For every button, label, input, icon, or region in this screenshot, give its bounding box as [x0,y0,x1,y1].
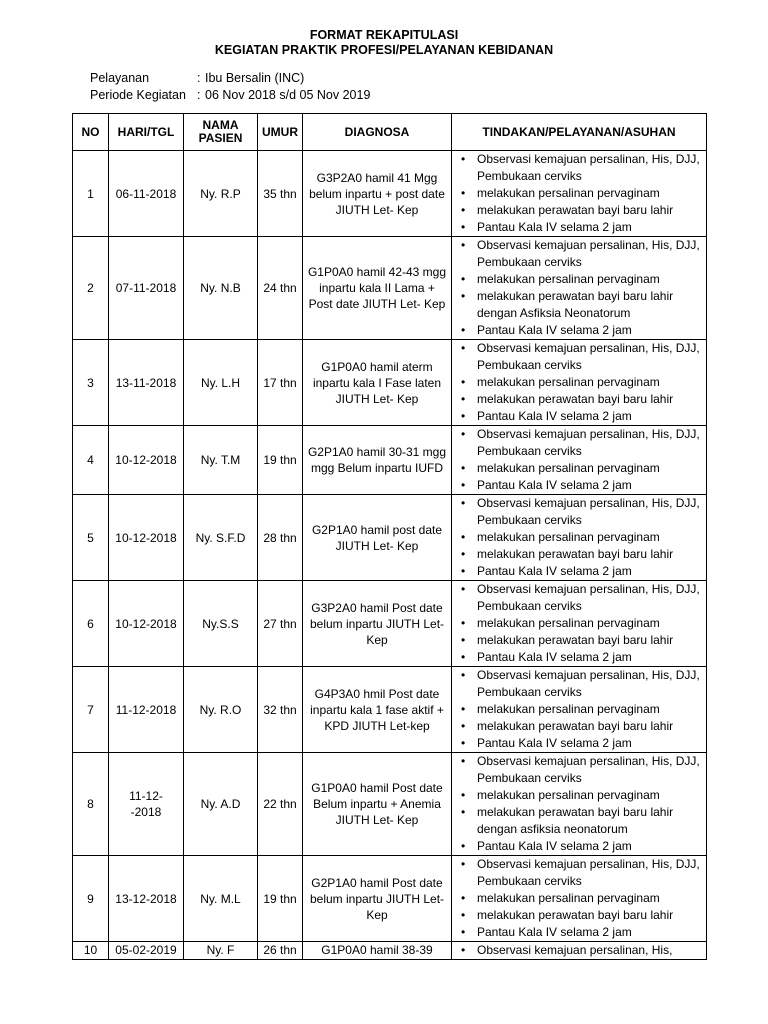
action-text: melakukan persalinan pervaginam [477,788,660,802]
period-label: Periode Kegiatan [90,88,186,102]
bullet-icon: • [461,839,466,853]
action-item [452,374,706,391]
cell-actions [452,151,707,237]
action-text: Pantau Kala IV selama 2 jam [477,925,632,939]
action-item [452,701,706,718]
action-item [452,753,706,787]
cell-actions [452,581,707,667]
action-text: Pantau Kala IV selama 2 jam [477,839,632,853]
bullet-icon: • [461,616,466,630]
action-text: Pantau Kala IV selama 2 jam [477,409,632,423]
action-item [452,151,706,185]
cell-patient-name: Ny. R.P [184,151,258,237]
action-text: melakukan perawatan bayi baru lahir dengan asfiksia neonatorum [477,805,674,836]
actions-list [452,942,706,959]
action-text: melakukan persalinan pervaginam [477,461,660,475]
cell-date: 13-11-2018 [109,340,184,426]
action-item [452,237,706,271]
document-subtitle: KEGIATAN PRAKTIK PROFESI/PELAYANAN KEBIDANAN [214,43,554,57]
action-item [452,408,706,425]
bullet-icon: • [461,341,466,355]
meta-service-row [90,71,304,85]
cell-actions [452,426,707,495]
action-item [452,718,706,735]
cell-age: 27 thn [258,581,303,667]
cell-age: 24 thn [258,237,303,340]
period-separator: : [197,88,201,102]
bullet-icon: • [461,152,466,166]
document-title: FORMAT REKAPITULASI [309,28,459,42]
cell-patient-name: Ny. R.O [184,667,258,753]
actions-list [452,667,706,752]
bullet-icon: • [461,805,466,819]
action-item [452,529,706,546]
cell-date: 11-12--2018 [109,753,184,856]
cell-patient-name: Ny. N.B [184,237,258,340]
cell-patient-name: Ny. S.F.D [184,495,258,581]
cell-diagnosis: G2P1A0 hamil 30-31 mgg mgg Belum inpartu IUFD [303,426,452,495]
cell-patient-name: Ny. M.L [184,856,258,942]
service-label: Pelayanan [90,71,150,85]
actions-list [452,237,706,339]
cell-no: 4 [73,426,109,495]
table-row [73,667,707,753]
bullet-icon: • [461,461,466,475]
action-text: melakukan persalinan pervaginam [477,616,660,630]
cell-age: 22 thn [258,753,303,856]
bullet-icon: • [461,186,466,200]
cell-no: 5 [73,495,109,581]
bullet-icon: • [461,530,466,544]
action-text: Observasi kemajuan persalinan, His, DJJ, Pembukaan cerviks [477,341,700,372]
action-item [452,856,706,890]
action-item [452,322,706,339]
action-item [452,735,706,752]
table-row [73,581,707,667]
table-row [73,942,707,960]
action-text: melakukan perawatan bayi baru lahir [477,392,674,406]
action-item [452,202,706,219]
cell-actions [452,942,707,960]
bullet-icon: • [461,943,466,957]
cell-actions [452,495,707,581]
table-row [73,495,707,581]
cell-patient-name: Ny. F [184,942,258,960]
cell-date: 10-12-2018 [109,581,184,667]
table-header-row [73,114,707,151]
bullet-icon: • [461,547,466,561]
cell-age: 26 thn [258,942,303,960]
cell-no: 1 [73,151,109,237]
cell-date: 11-12-2018 [109,667,184,753]
action-text: Observasi kemajuan persalinan, His, DJJ, Pembukaan cerviks [477,152,700,183]
action-item [452,838,706,855]
cell-age: 19 thn [258,856,303,942]
action-item [452,426,706,460]
cell-date: 10-12-2018 [109,426,184,495]
service-separator: : [197,71,201,85]
bullet-icon: • [461,375,466,389]
action-item [452,890,706,907]
cell-age: 32 thn [258,667,303,753]
action-item [452,942,706,959]
bullet-icon: • [461,289,466,303]
bullet-icon: • [461,908,466,922]
cell-no: 10 [73,942,109,960]
cell-no: 9 [73,856,109,942]
action-text: melakukan persalinan pervaginam [477,891,660,905]
action-item [452,924,706,941]
action-text: melakukan persalinan pervaginam [477,530,660,544]
cell-age: 28 thn [258,495,303,581]
action-text: melakukan perawatan bayi baru lahir [477,719,674,733]
cell-diagnosis: G1P0A0 hamil 42-43 mgg inpartu kala II Lama + Post date JIUTH Let- Kep [303,237,452,340]
action-text: Observasi kemajuan persalinan, His, DJJ, Pembukaan cerviks [477,857,700,888]
cell-actions [452,856,707,942]
cell-diagnosis: G1P0A0 hamil 38-39 [303,942,452,960]
cell-diagnosis: G2P1A0 hamil post date JIUTH Let- Kep [303,495,452,581]
cell-age: 19 thn [258,426,303,495]
action-item [452,219,706,236]
table-row [73,237,707,340]
action-text: Pantau Kala IV selama 2 jam [477,564,632,578]
cell-age: 17 thn [258,340,303,426]
action-item [452,632,706,649]
actions-list [452,856,706,941]
bullet-icon: • [461,702,466,716]
action-item [452,563,706,580]
cell-no: 2 [73,237,109,340]
actions-list [452,426,706,494]
action-text: melakukan perawatan bayi baru lahir [477,547,674,561]
bullet-icon: • [461,925,466,939]
bullet-icon: • [461,220,466,234]
bullet-icon: • [461,650,466,664]
cell-diagnosis: G1P0A0 hamil Post date Belum inpartu + Anemia JIUTH Let- Kep [303,753,452,856]
action-item [452,787,706,804]
cell-age: 35 thn [258,151,303,237]
action-item [452,495,706,529]
action-text: Pantau Kala IV selama 2 jam [477,323,632,337]
bullet-icon: • [461,478,466,492]
cell-diagnosis: G3P2A0 hamil 41 Mgg belum inpartu + post date JIUTH Let- Kep [303,151,452,237]
action-text: melakukan perawatan bayi baru lahir [477,908,674,922]
table-row [73,426,707,495]
action-item [452,615,706,632]
cell-date: 13-12-2018 [109,856,184,942]
action-text: melakukan persalinan pervaginam [477,375,660,389]
action-text: Pantau Kala IV selama 2 jam [477,220,632,234]
action-item [452,391,706,408]
meta-period-row [90,88,370,102]
bullet-icon: • [461,582,466,596]
bullet-icon: • [461,392,466,406]
cell-diagnosis: G2P1A0 hamil Post date belum inpartu JIUTH Let- Kep [303,856,452,942]
cell-actions [452,667,707,753]
action-item [452,477,706,494]
action-text: melakukan persalinan pervaginam [477,702,660,716]
bullet-icon: • [461,496,466,510]
action-text: Pantau Kala IV selama 2 jam [477,650,632,664]
header-date: HARI/TGL [109,114,184,151]
action-item [452,804,706,838]
action-text: Observasi kemajuan persalinan, His, [477,943,673,957]
bullet-icon: • [461,203,466,217]
table-row [73,340,707,426]
cell-no: 6 [73,581,109,667]
cell-patient-name: Ny. T.M [184,426,258,495]
action-text: melakukan persalinan pervaginam [477,272,660,286]
table-row [73,753,707,856]
bullet-icon: • [461,427,466,441]
action-item [452,649,706,666]
action-item [452,288,706,322]
bullet-icon: • [461,564,466,578]
action-item [452,185,706,202]
actions-list [452,340,706,425]
bullet-icon: • [461,788,466,802]
bullet-icon: • [461,891,466,905]
cell-no: 3 [73,340,109,426]
bullet-icon: • [461,736,466,750]
cell-date: 05-02-2019 [109,942,184,960]
header-actions: TINDAKAN/PELAYANAN/ASUHAN [452,114,707,151]
action-item [452,667,706,701]
period-value: 06 Nov 2018 s/d 05 Nov 2019 [205,88,371,102]
recap-table [72,113,707,960]
action-text: melakukan perawatan bayi baru lahir [477,203,674,217]
header-age: UMUR [258,114,303,151]
action-text: Pantau Kala IV selama 2 jam [477,736,632,750]
action-text: Observasi kemajuan persalinan, His, DJJ, Pembukaan cerviks [477,582,700,613]
action-text: Observasi kemajuan persalinan, His, DJJ, Pembukaan cerviks [477,496,700,527]
bullet-icon: • [461,238,466,252]
action-text: Pantau Kala IV selama 2 jam [477,478,632,492]
table-row [73,151,707,237]
service-value: Ibu Bersalin (INC) [205,71,305,85]
cell-date: 07-11-2018 [109,237,184,340]
action-text: Observasi kemajuan persalinan, His, DJJ, Pembukaan cerviks [477,427,700,458]
action-item [452,546,706,563]
action-text: Observasi kemajuan persalinan, His, DJJ, Pembukaan cerviks [477,668,700,699]
bullet-icon: • [461,668,466,682]
bullet-icon: • [461,323,466,337]
cell-actions [452,340,707,426]
action-text: Observasi kemajuan persalinan, His, DJJ, Pembukaan cerviks [477,238,700,269]
table-body [73,151,707,960]
bullet-icon: • [461,754,466,768]
action-item [452,907,706,924]
action-text: melakukan persalinan pervaginam [477,186,660,200]
cell-no: 8 [73,753,109,856]
actions-list [452,151,706,236]
cell-actions [452,753,707,856]
cell-diagnosis: G4P3A0 hmil Post date inpartu kala 1 fase aktif + KPD JIUTH Let-kep [303,667,452,753]
cell-diagnosis: G1P0A0 hamil aterm inpartu kala I Fase laten JIUTH Let- Kep [303,340,452,426]
actions-list [452,581,706,666]
header-diagnosis: DIAGNOSA [303,114,452,151]
action-text: Observasi kemajuan persalinan, His, DJJ, Pembukaan cerviks [477,754,700,785]
cell-patient-name: Ny. L.H [184,340,258,426]
bullet-icon: • [461,272,466,286]
actions-list [452,495,706,580]
cell-patient-name: Ny. A.D [184,753,258,856]
actions-list [452,753,706,855]
cell-no: 7 [73,667,109,753]
cell-actions [452,237,707,340]
action-item [452,340,706,374]
action-item [452,460,706,477]
bullet-icon: • [461,719,466,733]
bullet-icon: • [461,633,466,647]
bullet-icon: • [461,857,466,871]
cell-diagnosis: G3P2A0 hamil Post date belum inpartu JIUTH Let- Kep [303,581,452,667]
cell-date: 10-12-2018 [109,495,184,581]
action-item [452,581,706,615]
action-text: melakukan perawatan bayi baru lahir [477,633,674,647]
table-row [73,856,707,942]
bullet-icon: • [461,409,466,423]
header-no: NO [73,114,109,151]
action-item [452,271,706,288]
cell-patient-name: Ny.S.S [184,581,258,667]
action-text: melakukan perawatan bayi baru lahir dengan Asfiksia Neonatorum [477,289,674,320]
header-patient-name: NAMA PASIEN [184,114,258,151]
cell-date: 06-11-2018 [109,151,184,237]
